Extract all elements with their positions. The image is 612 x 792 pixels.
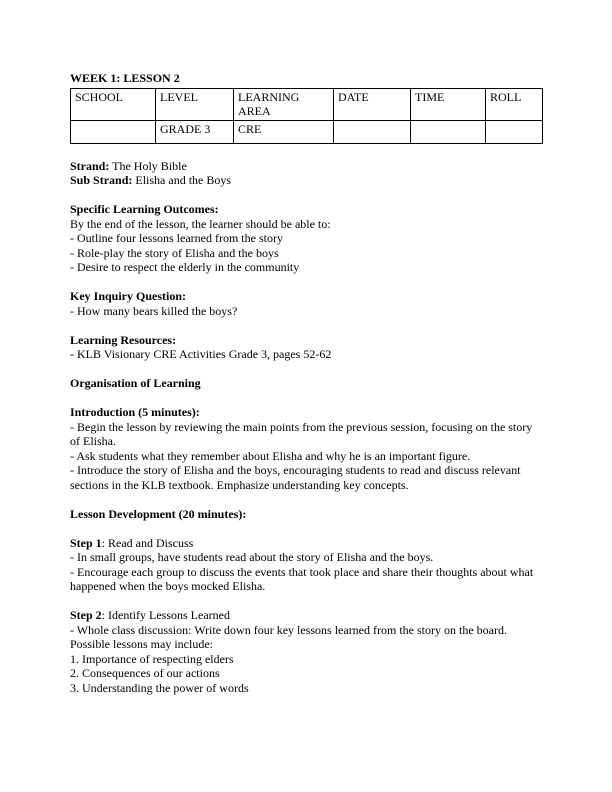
bold-label: Specific Learning Outcomes:: [70, 202, 219, 216]
line-text: - KLB Visionary CRE Activities Grade 3, pages 52-62: [70, 347, 332, 361]
sections: [70, 159, 542, 696]
table-cell-roll: [486, 120, 543, 143]
section: [70, 376, 542, 391]
text-line: [70, 637, 542, 652]
line-text: - How many bears killed the boys?: [70, 303, 238, 318]
bold-label: Organisation of Learning: [70, 376, 201, 390]
bold-label: Lesson Development (20 minutes):: [70, 506, 247, 521]
bold-label: Key Inquiry Question:: [70, 289, 187, 303]
table-header-cell-level: LEVEL: [156, 88, 234, 120]
text-line: [70, 405, 542, 420]
table-header-cell-school: SCHOOL: [71, 88, 156, 120]
text-line: [70, 681, 542, 696]
bold-label: Strand:: [70, 158, 110, 173]
text-line: [70, 507, 542, 522]
section: [70, 159, 542, 188]
section: [70, 333, 542, 362]
table-header-cell-learning-area: LEARNING AREA: [234, 88, 334, 120]
line-text: 2. Consequences of our actions: [70, 666, 220, 680]
section: [70, 289, 542, 318]
text-line: [70, 463, 542, 492]
table-cell-school: [71, 120, 156, 143]
text-line: [70, 449, 542, 464]
line-text: Elisha and the Boys: [132, 173, 232, 187]
text-line: [70, 550, 542, 565]
line-text: - Encourage each group to discuss the events that took place and share their thoughts about what happened when the boys mocked Elisha.: [70, 564, 534, 593]
lesson-info-table: [70, 88, 543, 144]
text-line: [70, 536, 542, 551]
line-text: By the end of the lesson, the learner should be able to:: [70, 216, 331, 231]
section: [70, 202, 542, 275]
bold-label: Learning Resources:: [70, 332, 177, 347]
section: [70, 507, 542, 522]
table-header-cell-time: TIME: [411, 88, 486, 120]
section: [70, 536, 542, 594]
text-line: [70, 347, 542, 362]
text-line: [70, 260, 542, 275]
text-line: [70, 420, 542, 449]
line-text: - Role-play the story of Elisha and the boys: [70, 245, 279, 260]
table-cell-level: GRADE 3: [156, 120, 234, 143]
text-line: [70, 231, 542, 246]
bold-label: Step 1: [70, 535, 102, 550]
text-line: [70, 304, 542, 319]
text-line: [70, 217, 542, 232]
line-text: 3. Understanding the power of words: [70, 680, 249, 695]
document-title: WEEK 1: LESSON 2: [70, 71, 180, 85]
table-cell-learning-area: CRE: [234, 120, 334, 143]
section: [70, 608, 542, 695]
line-text: - Begin the lesson by reviewing the main points from the previous session, focusing on the story of Elisha.: [70, 419, 533, 448]
table-header-cell-date: DATE: [334, 88, 411, 120]
text-line: [70, 623, 542, 638]
bold-label: Sub Strand:: [70, 173, 133, 187]
line-text: The Holy Bible: [109, 158, 187, 173]
line-text: - Desire to respect the elderly in the community: [70, 260, 300, 274]
text-line: [70, 333, 542, 348]
line-text: - Whole class discussion: Write down four key lessons learned from the story on the board.: [70, 622, 507, 637]
line-text: 1. Importance of respecting elders: [70, 651, 234, 666]
line-text: - Introduce the story of Elisha and the boys, encouraging students to read and discuss relevant sections in the KLB textbook. Emphasize understanding key concepts.: [70, 463, 521, 492]
text-line: [70, 173, 542, 188]
table-value-row: [71, 120, 543, 143]
line-text: : Read and Discuss: [101, 535, 194, 550]
table-header-cell-roll: ROLL: [486, 88, 543, 120]
text-line: [70, 608, 542, 623]
bold-label: Introduction (5 minutes):: [70, 405, 200, 419]
line-text: - In small groups, have students read about the story of Elisha and the boys.: [70, 550, 434, 564]
line-text: - Ask students what they remember about Elisha and why he is an important figure.: [70, 448, 471, 463]
table-cell-date: [334, 120, 411, 143]
section: [70, 405, 542, 492]
text-line: [70, 159, 542, 174]
text-line: [70, 202, 542, 217]
text-line: [70, 666, 542, 681]
line-text: : Identify Lessons Learned: [101, 608, 230, 622]
text-line: [70, 652, 542, 667]
table-cell-time: [411, 120, 486, 143]
text-line: [70, 565, 542, 594]
bold-label: Step 2: [70, 608, 102, 622]
table-header-row: [71, 88, 543, 120]
text-line: [70, 376, 542, 391]
text-line: [70, 289, 542, 304]
line-text: Possible lessons may include:: [70, 637, 213, 651]
text-line: [70, 246, 542, 261]
line-text: - Outline four lessons learned from the story: [70, 231, 283, 245]
